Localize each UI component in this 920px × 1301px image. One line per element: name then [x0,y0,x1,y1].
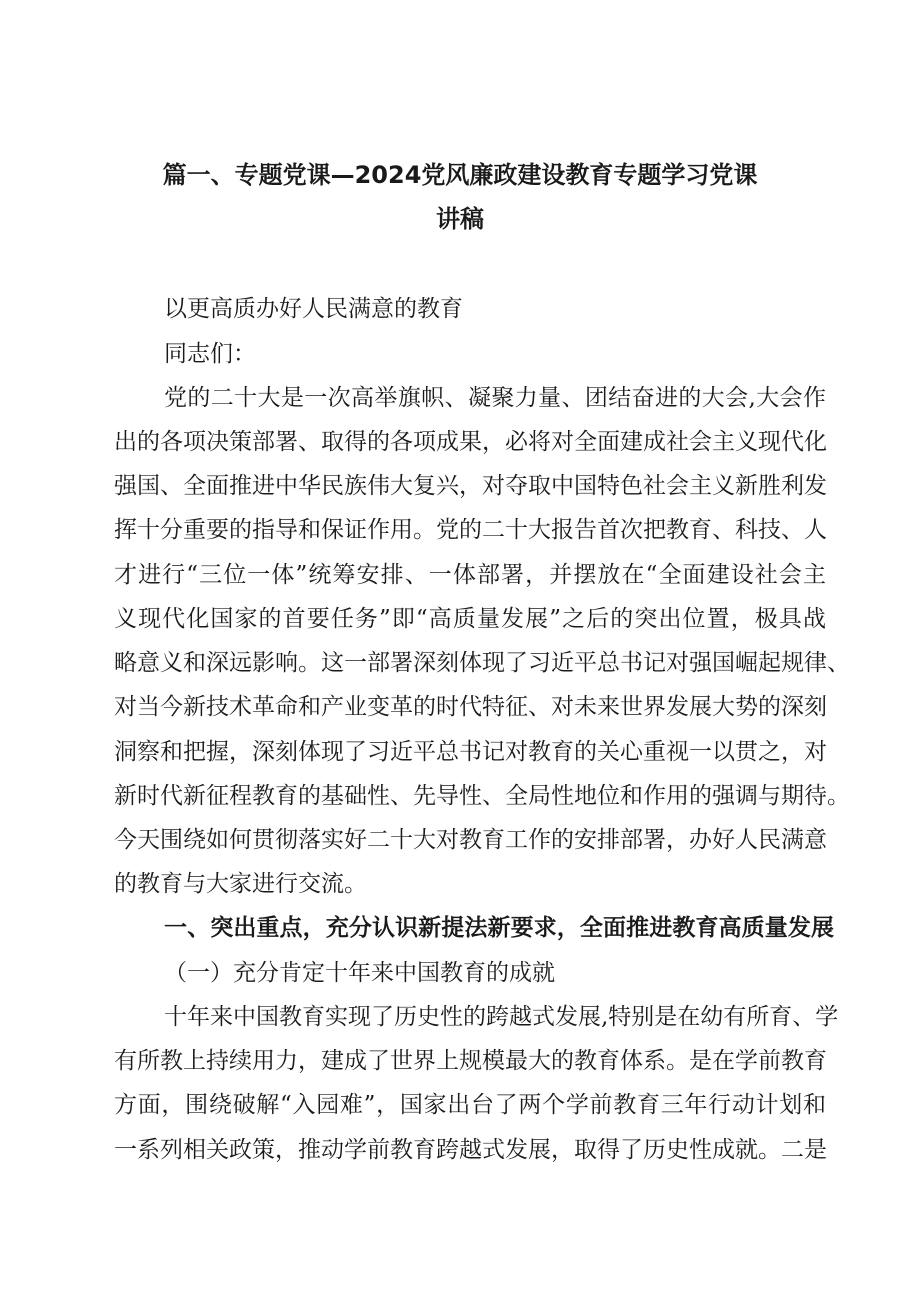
document-title-line-1: 篇一、专题党课—2024党风廉政建设教育专题学习党课 [162,161,758,189]
paragraph-1-line: 义现代化国家的首要任务”即“高质量发展”之后的突出位置，极具战 [114,606,826,632]
paragraph-2-line: 方面，围绕破解“入园难”，国家出台了两个学前教育三年行动计划和 [114,1092,826,1118]
paragraph-1-line: 洞察和把握，深刻体现了习近平总书记对教育的关心重视一以贯之，对 [114,739,827,765]
paragraph-1-line: 强国、全面推进中华民族伟大复兴，对夺取中国特色社会主义新胜利发 [114,473,827,499]
subtitle: 以更高质办好人民满意的教育 [164,296,463,322]
document-title-line-2: 讲稿 [436,205,484,233]
paragraph-1-line: 才进行“三位一体”统筹安排、一体部署，并摆放在“全面建设社会主 [114,562,826,588]
paragraph-2-line: 有所教上持续用力，建成了世界上规模最大的教育体系。是在学前教育 [114,1048,827,1074]
paragraph-2-line: 十年来中国教育实现了历史性的跨越式发展,特别是在幼有所育、学 [164,1004,839,1030]
paragraph-1-line: 挥十分重要的指导和保证作用。党的二十大报告首次把教育、科技、人 [114,517,827,543]
paragraph-1-line: 的教育与大家进行交流。 [114,871,367,897]
paragraph-1-line: 略意义和深远影响。这一部署深刻体现了习近平总书记对强国崛起规律、 [114,650,850,676]
subsection-1-heading: （一）充分肯定十年来中国教育的成就 [164,960,555,986]
paragraph-1-line: 对当今新技术革命和产业变革的时代特征、对未来世界发展大势的深刻 [114,694,827,720]
greeting: 同志们： [164,341,256,367]
paragraph-1-line: 党的二十大是一次高举旗帜、凝聚力量、团结奋进的大会,大会作 [164,385,826,411]
section-1-heading: 一、突出重点，充分认识新提法新要求，全面推进教育高质量发展 [164,915,834,941]
paragraph-2-line: 一系列相关政策，推动学前教育跨越式发展，取得了历史性成就。二是 [114,1137,827,1163]
paragraph-1-line: 新时代新征程教育的基础性、先导性、全局性地位和作用的强调与期待。 [114,783,850,809]
paragraph-1-line: 今天围绕如何贯彻落实好二十大对教育工作的安排部署，办好人民满意 [114,827,827,853]
paragraph-1-line: 出的各项决策部署、取得的各项成果，必将对全面建成社会主义现代化 [114,429,827,455]
